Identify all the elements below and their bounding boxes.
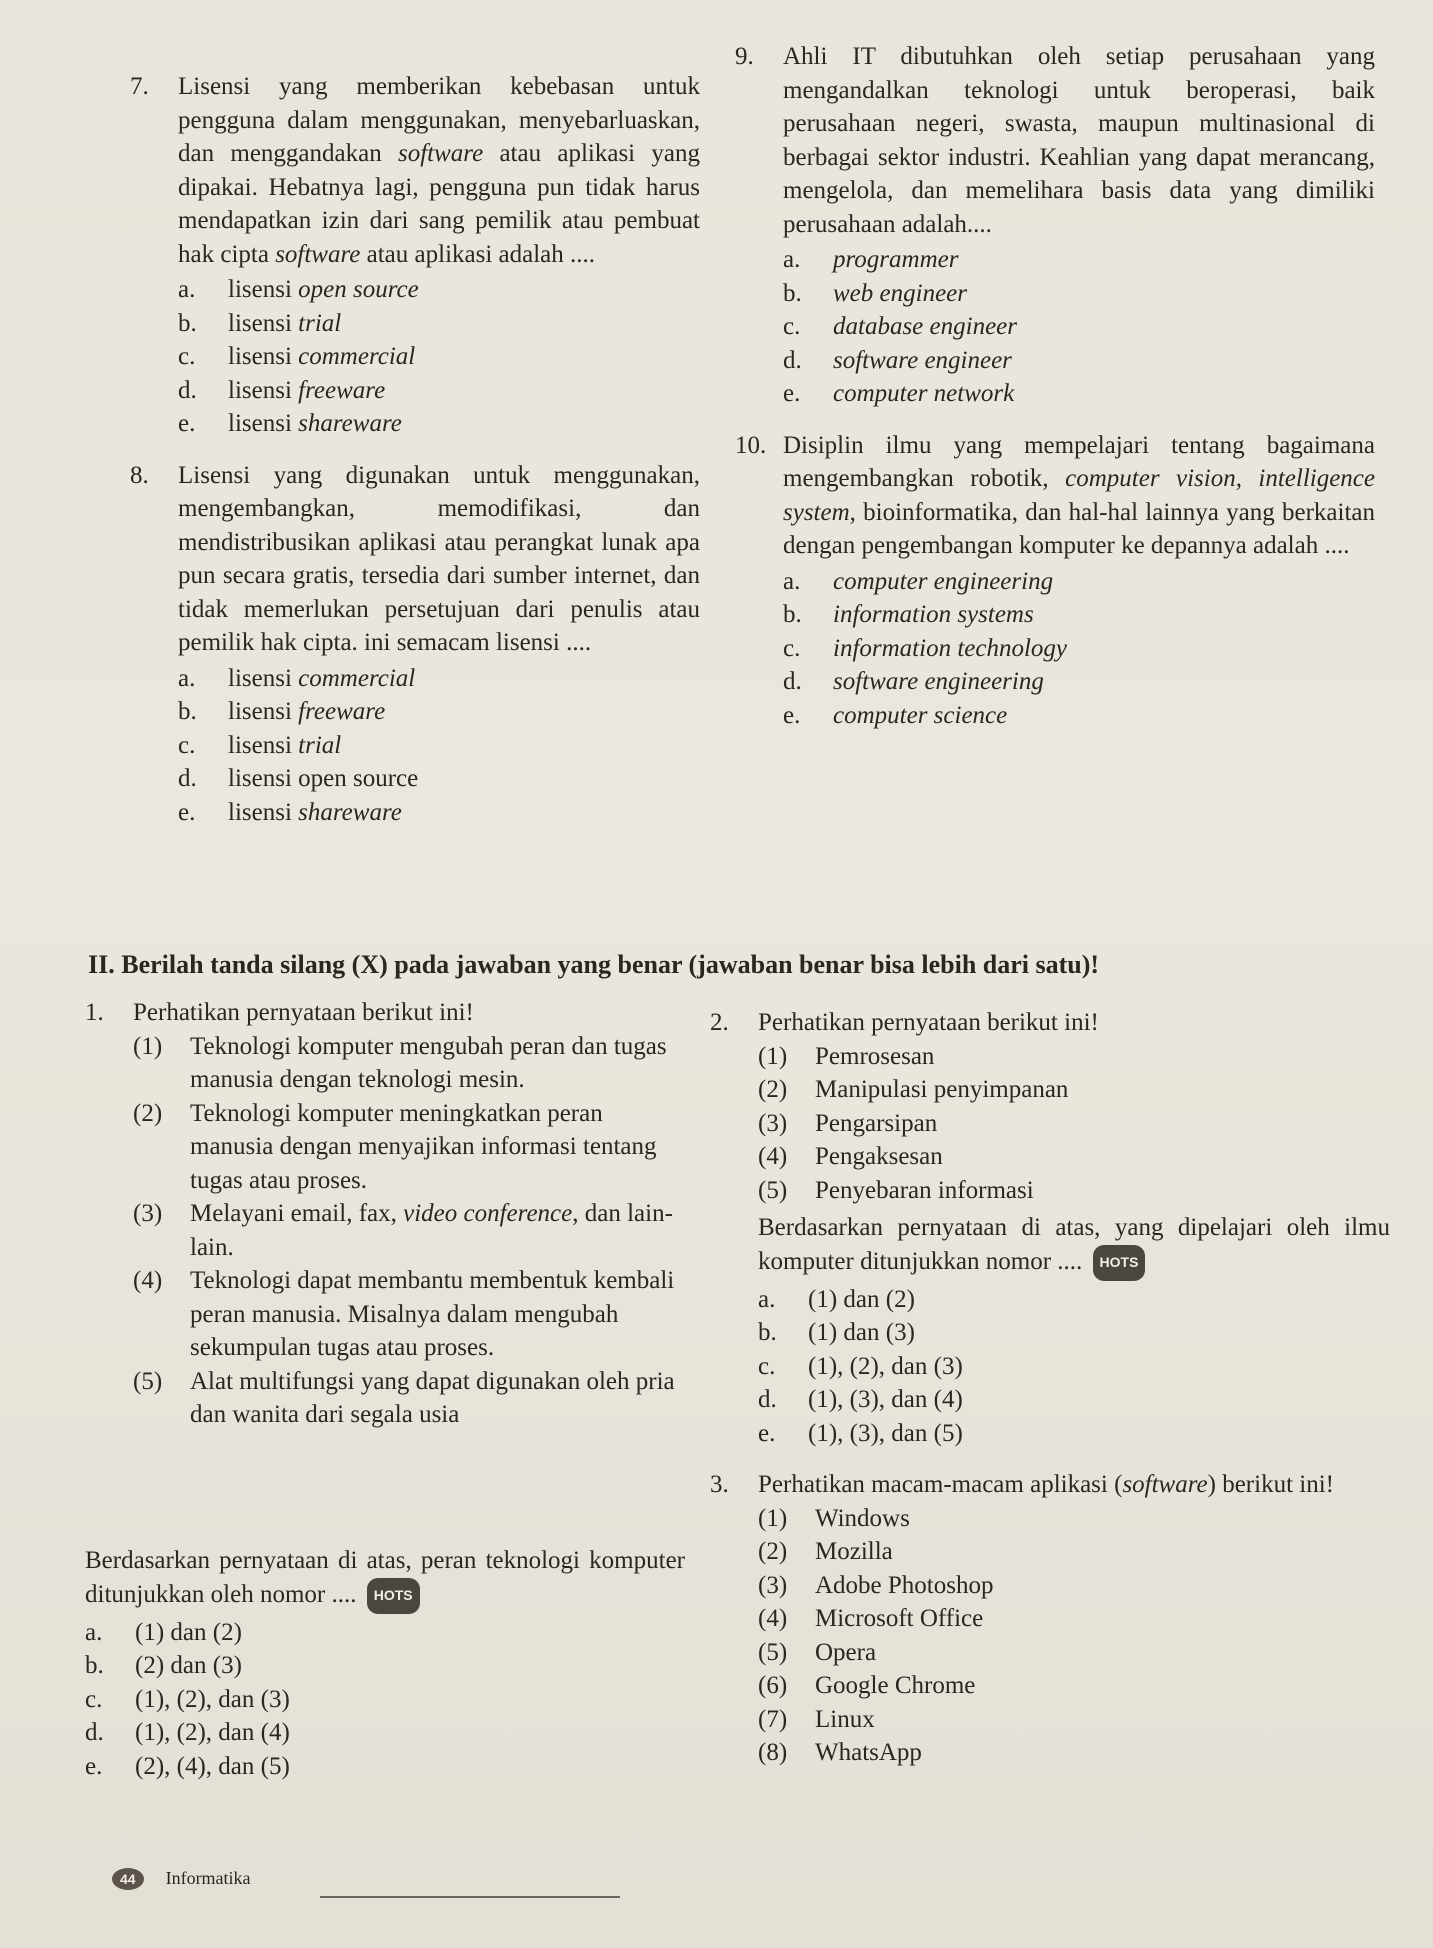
option-b[interactable]: b. information systems — [783, 601, 1034, 628]
answer-options — [178, 273, 700, 441]
question-ii-1-answers — [85, 1540, 685, 1783]
option-a[interactable]: a. lisensi open source — [178, 276, 419, 303]
statement-5: (5) Penyebaran informasi — [758, 1176, 1034, 1204]
option-d[interactable]: d. (1), (2), dan (4) — [85, 1719, 290, 1747]
question-number: 2. — [710, 1009, 729, 1036]
section-2-left-column — [85, 996, 685, 1450]
question-number: 9. — [735, 43, 754, 70]
statement-5: (5) Alat multifungsi yang dapat digunakan oleh pria dan wanita dari segala usia — [133, 1367, 675, 1428]
answer-options — [758, 1283, 1390, 1451]
option-c[interactable]: c. (1), (2), dan (3) — [85, 1685, 290, 1713]
app-8: (8) WhatsApp — [758, 1739, 922, 1767]
question-10 — [735, 429, 1375, 733]
question-stem: Ahli IT dibutuhkan oleh setiap perusahaan yang mengandalkan teknologi untuk beroperasi, baik perusahaan negeri, swasta, maupun multinasional di berbagai sektor industri. Keahlian yang dapat merancang, mengelola, dan memelihara basis data yang dimiliki perusahaan adalah.... — [783, 43, 1375, 238]
option-c[interactable]: c. lisensi trial — [178, 731, 342, 759]
question-8 — [130, 459, 700, 830]
section-2-right-column — [710, 1006, 1390, 1788]
answer-options — [783, 243, 1375, 411]
option-e[interactable]: e. computer network — [783, 380, 1015, 407]
option-a[interactable]: a. computer engineering — [783, 567, 1054, 595]
option-a[interactable]: a. (1) dan (2) — [758, 1285, 915, 1313]
option-c[interactable]: c. database engineer — [783, 313, 1017, 340]
option-e[interactable]: e. computer science — [783, 701, 1008, 729]
option-e[interactable]: e. lisensi shareware — [178, 410, 402, 437]
statement-4: (4) Pengaksesan — [758, 1143, 943, 1170]
question-ii-1 — [85, 996, 685, 1432]
question-ii-3 — [710, 1468, 1390, 1770]
question-prompt: Berdasarkan pernyataan di atas, yang dipelajari oleh ilmu komputer ditunjukkan nomor .... HOTS — [758, 1211, 1390, 1281]
question-stem: Disiplin ilmu yang mempelajari tentang bagaimana mengembangkan robotik, computer vision, intelligence system, bioinformatika, dan hal-hal lainnya yang berkaitan dengan pengembangan komputer ke depannya adalah .... — [783, 431, 1375, 559]
answer-options — [178, 662, 700, 830]
option-c[interactable]: c. lisensi commercial — [178, 343, 416, 370]
statement-3: (3) Melayani email, fax, video conference, dan lain-lain. — [133, 1200, 673, 1261]
hots-badge: HOTS — [367, 1578, 420, 1614]
question-number: 8. — [130, 461, 149, 489]
question-7 — [130, 70, 700, 441]
question-stem: Perhatikan pernyataan berikut ini! — [133, 999, 474, 1026]
option-b[interactable]: b. lisensi trial — [178, 309, 342, 337]
statement-3: (3) Pengarsipan — [758, 1109, 938, 1137]
app-4: (4) Microsoft Office — [758, 1605, 984, 1633]
app-1: (1) Windows — [758, 1504, 910, 1532]
page-number: 44 — [112, 1868, 144, 1890]
option-a[interactable]: a. lisensi commercial — [178, 664, 416, 692]
question-stem: Lisensi yang memberikan kebebasan untuk pengguna dalam menggunakan, menyebarluaskan, dan menggandakan software atau aplikasi yang dipakai. Hebatnya lagi, pengguna pun tidak harus mendapatkan izin dari sang pemilik atau pembuat hak cipta software atau aplikasi adalah .... — [178, 73, 700, 268]
app-7: (7) Linux — [758, 1705, 875, 1733]
question-number: 1. — [85, 999, 104, 1026]
question-stem: Lisensi yang digunakan untuk menggunakan, mengembangkan, memodifikasi, dan mendistribusikan aplikasi atau perangkat lunak apa pun secara gratis, tersedia dari sumber internet, dan tidak memerlukan persetujuan dari penulis atau pemilik hak cipta. ini semacam lisensi .... — [178, 461, 700, 656]
option-a[interactable]: a. programmer — [783, 246, 959, 273]
app-2: (2) Mozilla — [758, 1538, 893, 1566]
statement-1: (1) Pemrosesan — [758, 1042, 935, 1070]
option-d[interactable]: d. lisensi freeware — [178, 376, 386, 404]
question-stem: Perhatikan macam-macam aplikasi (software) berikut ini! — [758, 1471, 1334, 1499]
statement-4: (4) Teknologi dapat membantu membentuk kembali peran manusia. Misalnya dalam mengubah sekumpulan tugas atau proses. — [133, 1267, 675, 1361]
option-e[interactable]: e. (2), (4), dan (5) — [85, 1752, 290, 1780]
question-number: 3. — [710, 1471, 729, 1499]
option-d[interactable]: d. software engineering — [783, 668, 1044, 695]
app-6: (6) Google Chrome — [758, 1672, 976, 1700]
question-number: 7. — [130, 73, 149, 100]
right-column — [735, 40, 1375, 750]
question-prompt: Berdasarkan pernyataan di atas, peran teknologi komputer ditunjukkan oleh nomor .... HOTS — [85, 1544, 685, 1614]
option-c[interactable]: c. information technology — [783, 634, 1067, 662]
option-d[interactable]: d. lisensi open source — [178, 765, 419, 792]
page-footer — [112, 1868, 251, 1890]
question-number: 10. — [735, 431, 767, 459]
statement-2: (2) Manipulasi penyimpanan — [758, 1076, 1069, 1103]
option-b[interactable]: b. (2) dan (3) — [85, 1652, 242, 1680]
option-e[interactable]: e. (1), (3), dan (5) — [758, 1419, 963, 1447]
left-column — [130, 70, 700, 847]
question-stem: Perhatikan pernyataan berikut ini! — [758, 1009, 1099, 1036]
option-d[interactable]: d. software engineer — [783, 346, 1012, 374]
statement-2: (2) Teknologi komputer meningkatkan peran manusia dengan menyajikan informasi tentang tugas atau proses. — [133, 1099, 657, 1194]
answer-options — [85, 1616, 685, 1784]
subject-label: Informatika — [165, 1868, 251, 1888]
hots-badge: HOTS — [1093, 1245, 1146, 1281]
app-5: (5) Opera — [758, 1638, 877, 1666]
option-b[interactable]: b. (1) dan (3) — [758, 1319, 915, 1347]
answer-options — [783, 565, 1375, 733]
option-b[interactable]: b. lisensi freeware — [178, 698, 386, 725]
option-a[interactable]: a. (1) dan (2) — [85, 1618, 242, 1646]
option-e[interactable]: e. lisensi shareware — [178, 798, 402, 826]
option-c[interactable]: c. (1), (2), dan (3) — [758, 1352, 963, 1380]
option-b[interactable]: b. web engineer — [783, 279, 967, 307]
option-d[interactable]: d. (1), (3), dan (4) — [758, 1386, 963, 1414]
question-9 — [735, 40, 1375, 411]
section-2-heading: II. Berilah tanda silang (X) pada jawaban yang benar (jawaban benar bisa lebih dari satu)! — [88, 950, 1100, 979]
statement-1: (1) Teknologi komputer mengubah peran dan tugas manusia dengan teknologi mesin. — [133, 1032, 667, 1093]
question-ii-2 — [710, 1006, 1390, 1450]
footer-divider — [320, 1896, 620, 1898]
app-3: (3) Adobe Photoshop — [758, 1571, 994, 1599]
